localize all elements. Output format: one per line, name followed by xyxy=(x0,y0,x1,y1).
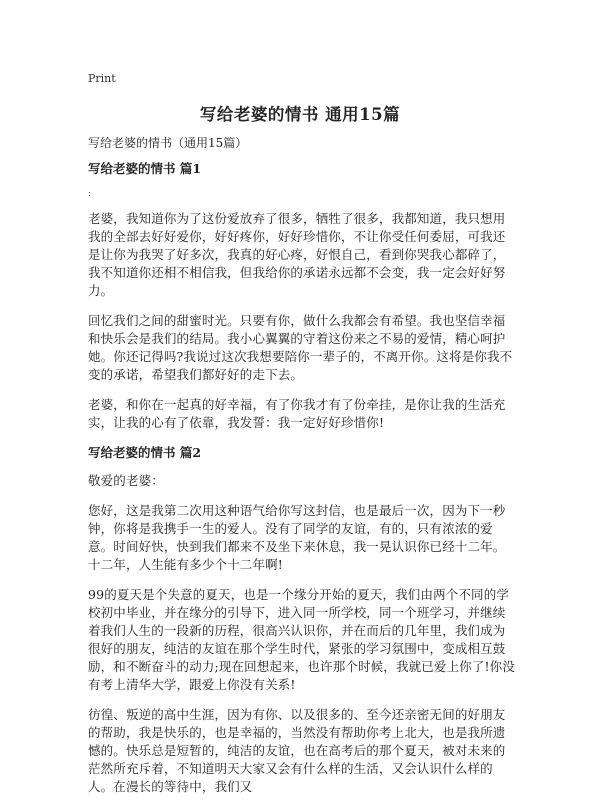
paragraph: 老婆，我知道你为了这份爱放弃了很多，牺牲了很多，我都知道，我只想用我的全部去好好爱你，好好疼你，好好珍惜你，不让你受任何委屈，可我还是让你为我哭了好多次，我真的好心疼，好恨自己，看到你哭我心都碎了，我不知道你还相不相信我，但我给你的承诺永远都不会变，我一定会好好努力。 xyxy=(88,211,506,298)
section-heading-2: 写给老婆的情书 篇2 xyxy=(88,445,202,460)
paragraph: 彷徨、叛逆的高中生涯，因为有你、以及很多的、至今还亲密无间的好朋友的帮助，我是快乐的，也是幸福的，当然没有帮助你考上北大，也是我所遗憾的。快乐总是短暂的，纯洁的友谊，也在高考后的那个夏天，被对未来的茫然所充斥着，不知道明天大家又会有什么样的生活，又会认识什么样的人。在漫长的等待中，我们又 xyxy=(88,707,506,794)
document-body xyxy=(88,160,516,808)
paragraph: 敬爱的老婆： xyxy=(88,473,164,488)
document-subtitle: 写给老婆的情书（通用15篇） xyxy=(88,136,248,150)
paragraph: 回忆我们之间的甜蜜时光。只要有你，做什么我都会有希望。我也坚信幸福和快乐会是我们的结局。我小心翼翼的守着这份来之不易的爱情，精心呵护她。你还记得吗?我说过这次我想要陪你一辈子的，不离开你。这将是你我不变的承诺，希望我们都好好的走下去。 xyxy=(88,313,513,382)
paragraph: 您好，这是我第二次用这种语气给你写这封信，也是最后一次，因为下一秒钟，你将是我携手一生的爱人。没有了同学的友谊，有的，只有浓浓的爱意。时间好快，快到我们都来不及坐下来休息，我一晃认识你已经十二年。十二年，人生能有多少个十二年啊! xyxy=(88,503,506,572)
section-marker: : xyxy=(88,189,92,199)
document-title: 写给老婆的情书 通用15篇 xyxy=(199,105,401,124)
section-heading-1: 写给老婆的情书 篇1 xyxy=(88,161,202,176)
print-label: Print xyxy=(88,72,116,85)
paragraph: 99的夏天是个失意的夏天，也是一个缘分开始的夏天，我们由两个不同的学校初中毕业，并在缘分的引导下，进入同一所学校，同一个班学习，并继续着我们人生的一段新的历程，很高兴认识你，并在而后的几年里，我们成为很好的朋友，纯洁的友谊在那个学生时代，紧张的学习氛围中，变成相互鼓励，和不断奋斗的动力;现在回想起来，也许那个时候，我就已爱上你了!你没有考上清华大学，跟爱上你没有关系! xyxy=(88,587,515,692)
paragraph: 老婆，和你在一起真的好幸福，有了你我才有了份牵挂，是你让我的生活充实，让我的心有了依靠，我发誓：我一定好好珍惜你! xyxy=(88,397,506,430)
